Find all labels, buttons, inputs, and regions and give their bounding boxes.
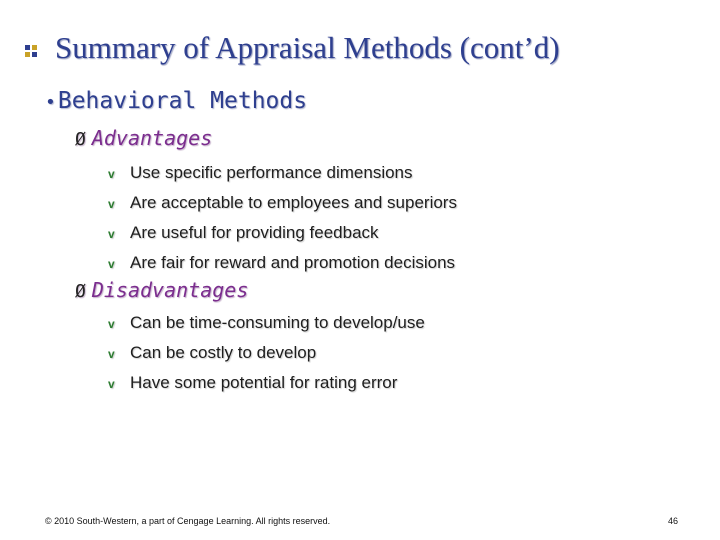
- bullet-dot-icon: •: [45, 92, 56, 113]
- list-item-text: Are useful for providing feedback: [130, 223, 379, 242]
- slide-corner-squares-icon: [25, 45, 39, 59]
- check-bullet-icon: v: [108, 317, 115, 331]
- list-item-text: Have some potential for rating error: [130, 373, 398, 392]
- advantages-label: Advantages: [91, 126, 213, 150]
- behavioral-methods-heading: [45, 88, 307, 114]
- list-item-text: Use specific performance dimensions: [130, 163, 413, 182]
- check-bullet-icon: v: [108, 257, 115, 271]
- list-item-text: Can be costly to develop: [130, 343, 317, 362]
- check-bullet-icon: v: [108, 347, 115, 361]
- advantages-heading: [75, 126, 212, 150]
- list-item: [108, 248, 457, 278]
- list-item-text: Can be time-consuming to develop/use: [130, 313, 425, 332]
- check-bullet-icon: v: [108, 377, 115, 391]
- check-bullet-icon: v: [108, 227, 115, 241]
- slide-title: Summary of Appraisal Methods (cont’d): [55, 30, 560, 65]
- list-item: [108, 368, 425, 398]
- arrow-bullet-icon: Ø: [75, 129, 86, 150]
- heading-text: Behavioral Methods: [57, 88, 308, 114]
- arrow-bullet-icon: Ø: [75, 281, 86, 302]
- list-item: [108, 308, 425, 338]
- page-number: 46: [667, 516, 678, 526]
- list-item: [108, 338, 425, 368]
- disadvantages-heading: [75, 278, 248, 302]
- list-item: [108, 188, 457, 218]
- copyright-footer: © 2010 South-Western, a part of Cengage Learning. All rights reserved.: [45, 516, 331, 526]
- check-bullet-icon: v: [108, 197, 115, 211]
- disadvantages-label: Disadvantages: [91, 278, 249, 302]
- list-item-text: Are acceptable to employees and superiors: [130, 193, 457, 212]
- disadvantages-list: [108, 308, 425, 398]
- advantages-list: [108, 158, 457, 278]
- list-item-text: Are fair for reward and promotion decisions: [130, 253, 456, 272]
- list-item: [108, 218, 457, 248]
- list-item: [108, 158, 457, 188]
- check-bullet-icon: v: [108, 167, 115, 181]
